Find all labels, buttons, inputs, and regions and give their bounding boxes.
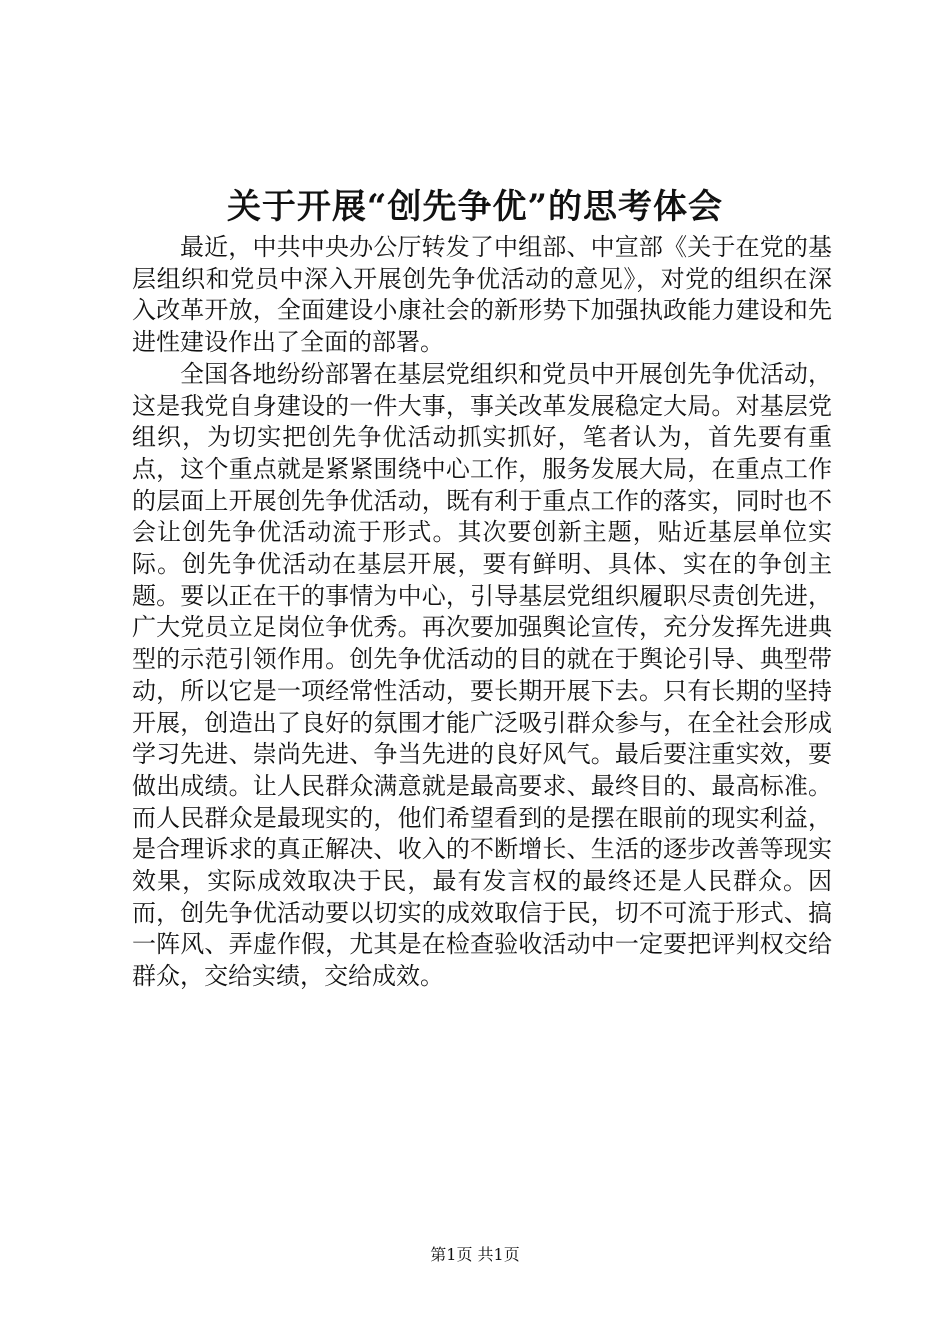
document-title: 关于开展“创先争优”的思考体会 bbox=[226, 187, 724, 227]
paragraph-2: 全国各地纷纷部署在基层党组织和党员中开展创先争优活动，这是我党自身建设的一件大事，事关改革发展稳定大局。对基层党组织，为切实把创先争优活动抓实抓好，笔者认为，首先要有重点，这个重点就是紧紧围绕中心工作，服务发展大局，在重点工作的层面上开展创先争优活动，既有利于重点工作的落实，同时也不会让创先争优活动流于形式。其次要创新主题，贴近基层单位实际。创先争优活动在基层开展，要有鲜明、具体、实在的争创主题。要以正在干的事情为中心，引导基层党组织履职尽责创先进，广大党员立足岗位争优秀。再次要加强舆论宣传，充分发挥先进典型的示范引领作用。创先争优活动的目的就在于舆论引导、典型带动，所以它是一项经常性活动，要长期开展下去。只有长期的坚持开展，创造出了良好的氛围才能广泛吸引群众参与，在全社会形成学习先进、崇尚先进、争当先进的良好风气。最后要注重实效，要做出成绩。让人民群众满意就是最高要求、最终目的、最高标准。而人民群众是最现实的，他们希望看到的是摆在眼前的现实利益，是合理诉求的真正解决、收入的不断增长、生活的逐步改善等现实效果，实际成效取决于民，最有发言权的最终还是人民群众。因而，创先争优活动要以切实的成效取信于民，切不可流于形式、搞一阵风、弄虚作假，尤其是在检查验收活动中一定要把评判权交给群众，交给实绩，交给成效。 bbox=[132, 359, 832, 991]
document-body bbox=[132, 232, 832, 993]
page-number-footer: 第1页 共1页 bbox=[430, 1245, 520, 1264]
paragraph-1: 最近，中共中央办公厅转发了中组部、中宣部《关于在党的基层组织和党员中深入开展创先争优活动的意见》，对党的组织在深入改革开放，全面建设小康社会的新形势下加强执政能力建设和先进性建设作出了全面的部署。 bbox=[132, 233, 832, 357]
